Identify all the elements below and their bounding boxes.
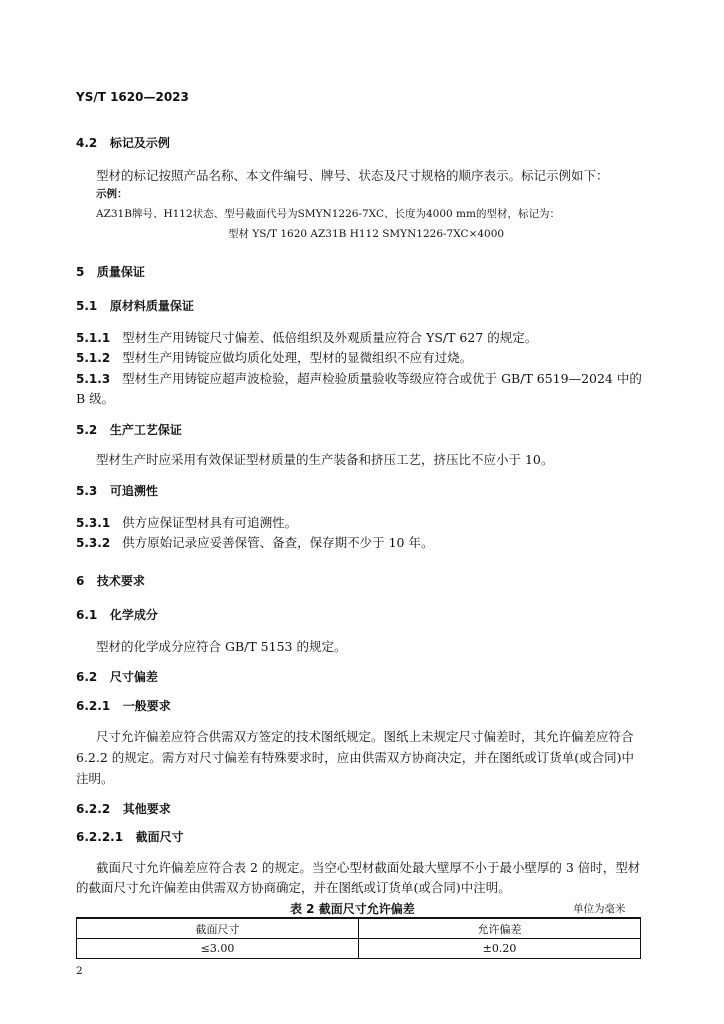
page-number: 2: [76, 965, 83, 977]
section-title: 可追溯性: [109, 484, 158, 498]
table-2: [76, 917, 641, 959]
clause-text: 型材生产用铸锭尺寸偏差、低倍组织及外观质量应符合 YS/T 627 的规定。: [122, 330, 538, 345]
table-header-cell: 允许偏差: [359, 918, 641, 939]
table-header-cell: 截面尺寸: [77, 918, 359, 939]
clause-text: 供方应保证型材具有可追溯性。: [122, 515, 298, 530]
clause-number: 6.2.2.1: [76, 830, 124, 844]
clause-6-2-2-1-line-1: 截面尺寸允许偏差应符合表 2 的规定。当空心型材截面处最大壁厚不小于最小壁厚的 3 倍时，型材: [96, 860, 641, 875]
clause-number: 5.3.1: [76, 516, 111, 530]
table-cell: ±0.20: [359, 939, 641, 959]
section-4-2-heading: [76, 134, 170, 151]
section-5-1-heading: [76, 297, 194, 314]
section-number: 5.1: [76, 299, 98, 313]
section-number: 6.2: [76, 670, 98, 684]
chapter-title: 质量保证: [96, 265, 145, 279]
clause-title: 其他要求: [122, 802, 171, 816]
chapter-title: 技术要求: [96, 574, 145, 588]
section-number: 5.3: [76, 484, 98, 498]
table-row: [77, 939, 641, 959]
clause-5-1-2: [76, 348, 472, 366]
section-6-1-heading: [76, 606, 158, 623]
example-label: 示例：: [96, 188, 128, 200]
clause-5-3-2: [76, 533, 433, 551]
clause-text: 型材生产用铸锭应做均质化处理，型材的显微组织不应有过烧。: [122, 350, 473, 365]
clause-6-2-1-line-1: 尺寸允许偏差应符合供需双方签定的技术图纸规定。图纸上未规定尺寸偏差时，其允许偏差应符合: [96, 729, 634, 744]
clause-number: 6.2.1: [76, 699, 111, 713]
clause-number: 5.1.3: [76, 372, 111, 386]
section-6-1-text: 型材的化学成分应符合 GB/T 5153 的规定。: [96, 639, 347, 654]
chapter-number: 6: [76, 574, 85, 588]
section-5-2-text: 型材生产时应采用有效保证型材质量的生产装备和挤压工艺，挤压比不应小于 10。: [96, 452, 554, 467]
table-2-unit: 单位为毫米: [573, 903, 626, 915]
section-title: 尺寸偏差: [109, 670, 158, 684]
clause-5-1-1: [76, 328, 537, 346]
section-title: 生产工艺保证: [109, 423, 182, 437]
section-4-2-text: 型材的标记按照产品名称、本文件编号、牌号、状态及尺寸规格的顺序表示。标记示例如下：: [96, 168, 609, 183]
standard-code-header: YS/T 1620—2023: [76, 90, 189, 104]
section-title: 原材料质量保证: [109, 299, 194, 313]
section-number: 4.2: [76, 136, 98, 150]
clause-number: 5.1.1: [76, 331, 111, 345]
section-5-3-heading: [76, 482, 158, 499]
clause-number: 5.3.2: [76, 536, 111, 550]
clause-5-1-3-continued: B 级。: [76, 391, 115, 406]
clause-text: 型材生产用铸锭应超声波检验，超声检验质量验收等级应符合或优于 GB/T 6519—2024 中的: [122, 371, 642, 386]
clause-number: 6.2.2: [76, 802, 111, 816]
clause-6-2-1-heading: [76, 697, 171, 714]
table-cell: ≤3.00: [77, 939, 359, 959]
chapter-number: 5: [76, 265, 85, 279]
clause-5-3-1: [76, 513, 297, 531]
clause-number: 5.1.2: [76, 351, 111, 365]
clause-6-2-1-line-2: 6.2.2 的规定。需方对尺寸偏差有特殊要求时，应由供需双方协商决定，并在图纸或订货单(或合同)中: [76, 750, 635, 765]
table-header-row: [77, 918, 641, 939]
chapter-5-heading: [76, 263, 145, 280]
table-2-caption: 表 2 截面尺寸允许偏差: [290, 902, 415, 916]
clause-6-2-2-1-line-2: 的截面尺寸允许偏差由供需双方协商确定，并在图纸或订货单(或合同)中注明。: [76, 880, 511, 895]
section-number: 5.2: [76, 423, 98, 437]
example-marking: 型材 YS/T 1620 AZ31B H112 SMYN1226-7XC×4000: [228, 228, 505, 240]
clause-6-2-2-1-heading: [76, 828, 184, 845]
clause-6-2-1-line-3: 注明。: [76, 771, 114, 786]
clause-5-1-3: [76, 369, 642, 387]
clause-6-2-2-heading: [76, 800, 171, 817]
section-6-2-heading: [76, 668, 158, 685]
example-description: AZ31B牌号、H112状态、型号截面代号为SMYN1226-7XC、长度为4000 mm的型材，标记为：: [96, 208, 560, 220]
section-title: 标记及示例: [109, 136, 170, 150]
clause-text: 供方原始记录应妥善保管、备查，保存期不少于 10 年。: [122, 535, 434, 550]
clause-title: 一般要求: [122, 699, 171, 713]
section-number: 6.1: [76, 608, 98, 622]
section-5-2-heading: [76, 421, 182, 438]
clause-title: 截面尺寸: [135, 830, 184, 844]
chapter-6-heading: [76, 572, 145, 589]
section-title: 化学成分: [109, 608, 158, 622]
